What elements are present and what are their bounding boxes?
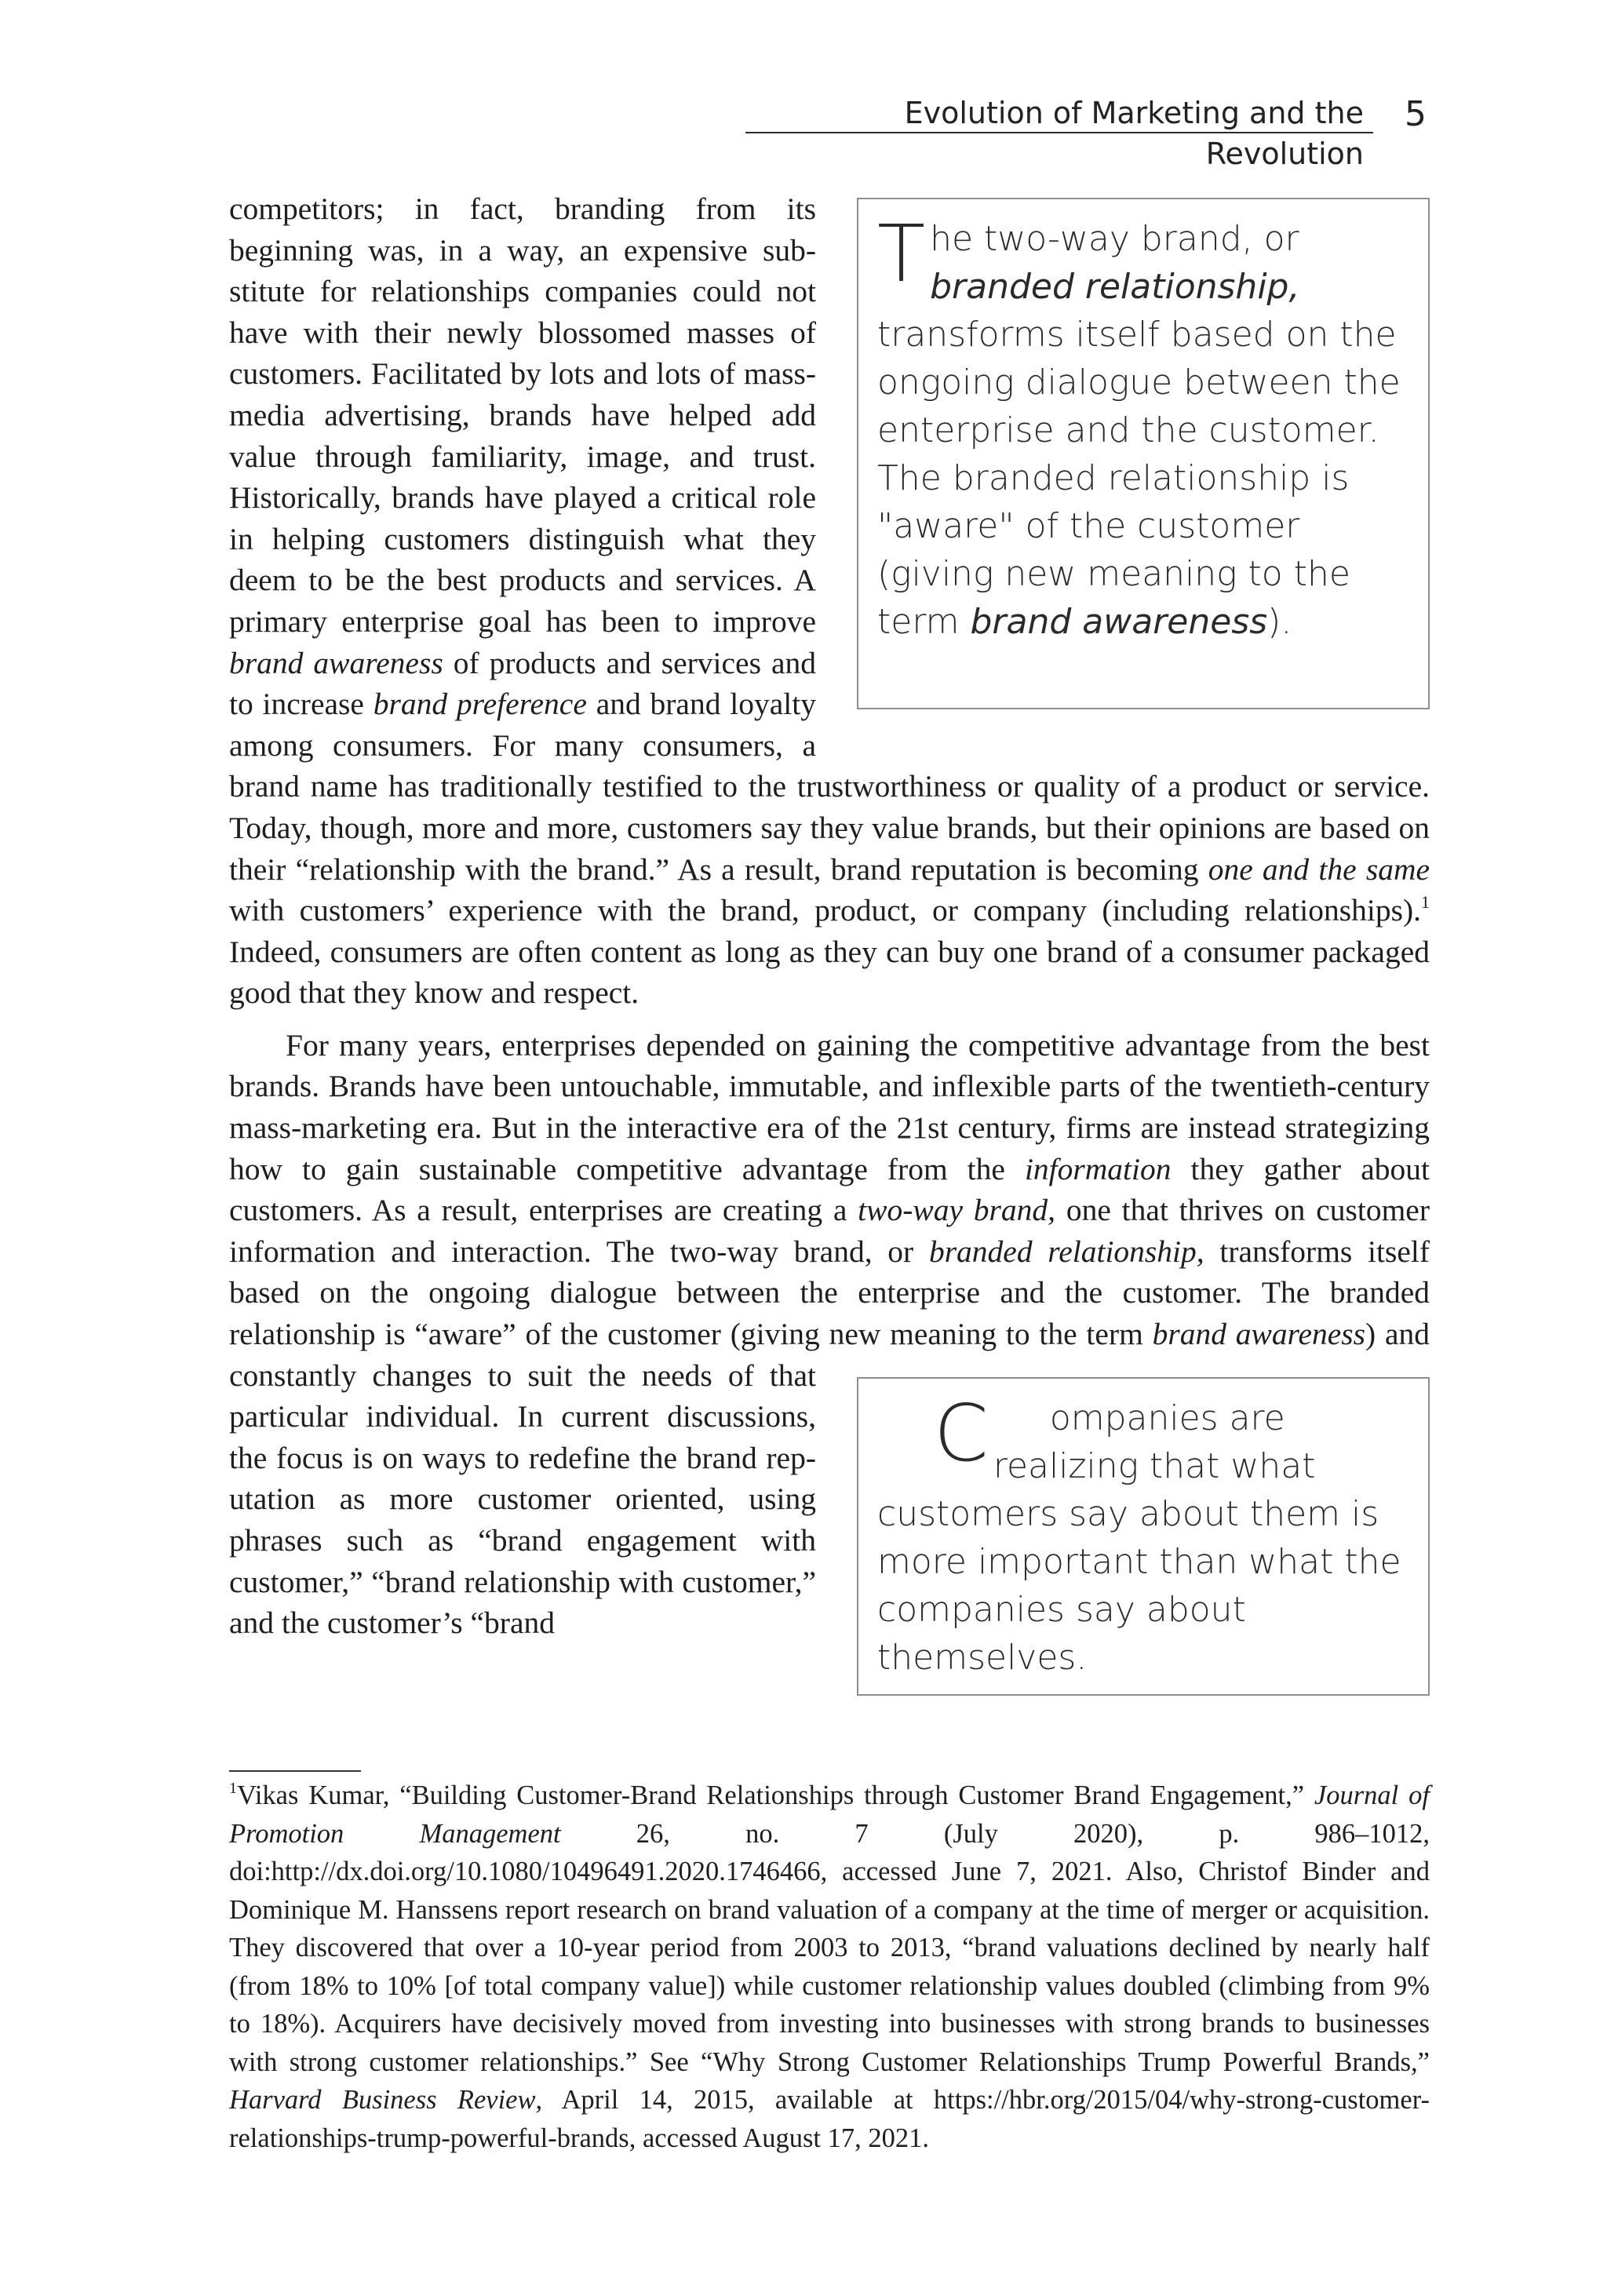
pull-quote-text: ompanies are realizing that what customers say about them is more important than what the companies say about themselves. <box>877 1398 1401 1678</box>
pull-quote-text: ). <box>1267 602 1292 642</box>
drop-cap: T <box>877 208 926 300</box>
running-head <box>229 93 1373 171</box>
emphasis: information <box>1024 1151 1172 1186</box>
emphasis: brand awareness <box>229 645 443 680</box>
footnote: $^1$Vikas Kumar, “Building Customer-Brand Relationships through Customer Brand Engagement,” Journal of Promotion Management 26, no. 7 (July 2020), p. 986–1012, doi:http://dx.doi.org/10.1080/10496491.2020.1746466, accessed June 7, 2021. Also, Christof Binder and Dominique M. Hanssens report research on brand valuation of a company at the time of merger or acquisition. They discovered that over a 10-year period from 2003 to 2013, “brand valuations declined by nearly half (from 18% to 10% [of total company value]) while customer relationship values doubled (climbing from 9% to 18%). Acquirers have decisively moved from investing into businesses with strong brands to businesses with strong customer relationships.” See “Why Strong Customer Relationships Trump Powerful Brands,” Harvard Business Review, April 14, 2015, available at https://hbr.org/2015/04/why-strong-customer-relationships-trump-powerful-brands, accessed August 17, 2021. <box>229 1780 1430 2153</box>
body-text <box>229 188 1430 1704</box>
emphasis: branded relationship, <box>928 1234 1204 1269</box>
emphasis: one and the same <box>1208 851 1430 887</box>
paragraph-branding: competitors; in fact, branding from its beginning was, in a way, an expensive substitute for relationships companies could not have with their newly blossomed masses of customers. Facilitated by lots and lots of mass-media advertising, brands have helped add value through familiarity, image, and trust. Historically, brands have played a critical role in helping customers distinguish what they deem to be the best products and services. A primary enterprise goal has been to improve brand awareness of products and services and to increase brand preference and brand loyalty among consumers. For many consumers, a brand name has traditionally testified to the trustworthiness or quality of a product or service. Today, though, more and more, customers say they value brands, but their opinions are based on their “relationship with the brand.” As a result, brand reputation is becoming one and the same with customers’ experience with the brand, product, or company (including relationships).$^1$ Indeed, consumers are often content as long as they can buy one brand of a consumer packaged good that they know and respect. <box>229 191 1430 1011</box>
running-title: Evolution of Marketing and the Revolution <box>745 93 1373 133</box>
emphasis: Journal of Promotion Management <box>229 1780 1430 1849</box>
pull-quote-two-way-brand <box>857 198 1430 709</box>
pull-quote-text: he two-way brand, or <box>930 219 1299 259</box>
footnote-marker[interactable]: 1 <box>1421 892 1430 913</box>
footnote-rule <box>229 1770 361 1772</box>
emphasis: brand awareness <box>1152 1317 1366 1352</box>
pull-quote-text: transforms itself based on the ongoing dialogue between the enterprise and the customer. The branded relationship is "aware" of the customer (giving new meaning to the term <box>877 315 1401 642</box>
page-number: 5 <box>1405 94 1427 134</box>
paragraph-two-way-brand: For many years, enterprises depended on gaining the competitive advantage from the best brands. Brands have been untouchable, immutable, and inflexible parts of the twentieth-century mass-marketing era. But in the interactive era of the 21st century, firms are instead strategizing how to gain sustainable competitive advantage from the information they gather about customers. As a result, enterprises are creating a two-way brand, one that thrives on customer information and interaction. The two-way brand, or branded relationship, transforms itself based on the ongoing dialogue between the enterprise and the customer. The branded relationship is “aware” of the customer (giving new meaning to the term brand awareness) and constantly changes C ompanies are realizing that what customers say about them is more important than what the companies say about themselves. to suit the needs of that particular individual. In current discussions, the focus is on ways to redefine the brand reputation as more customer oriented, using phrases such as “brand engagement with customer,” “brand relationship with customer,” and the customer’s “brand <box>229 1025 1430 1644</box>
emphasis: two-way brand, <box>858 1193 1056 1228</box>
pull-quote-emphasis: brand awareness <box>970 602 1268 642</box>
emphasis: Harvard Business Review <box>229 2085 536 2115</box>
emphasis: brand preference <box>373 687 587 722</box>
footnote-number: 1 <box>229 1780 237 1797</box>
pull-quote-companies-realizing <box>857 1377 1430 1696</box>
drop-cap: C <box>934 1387 989 1479</box>
pull-quote-emphasis: branded relationship, <box>930 267 1300 307</box>
